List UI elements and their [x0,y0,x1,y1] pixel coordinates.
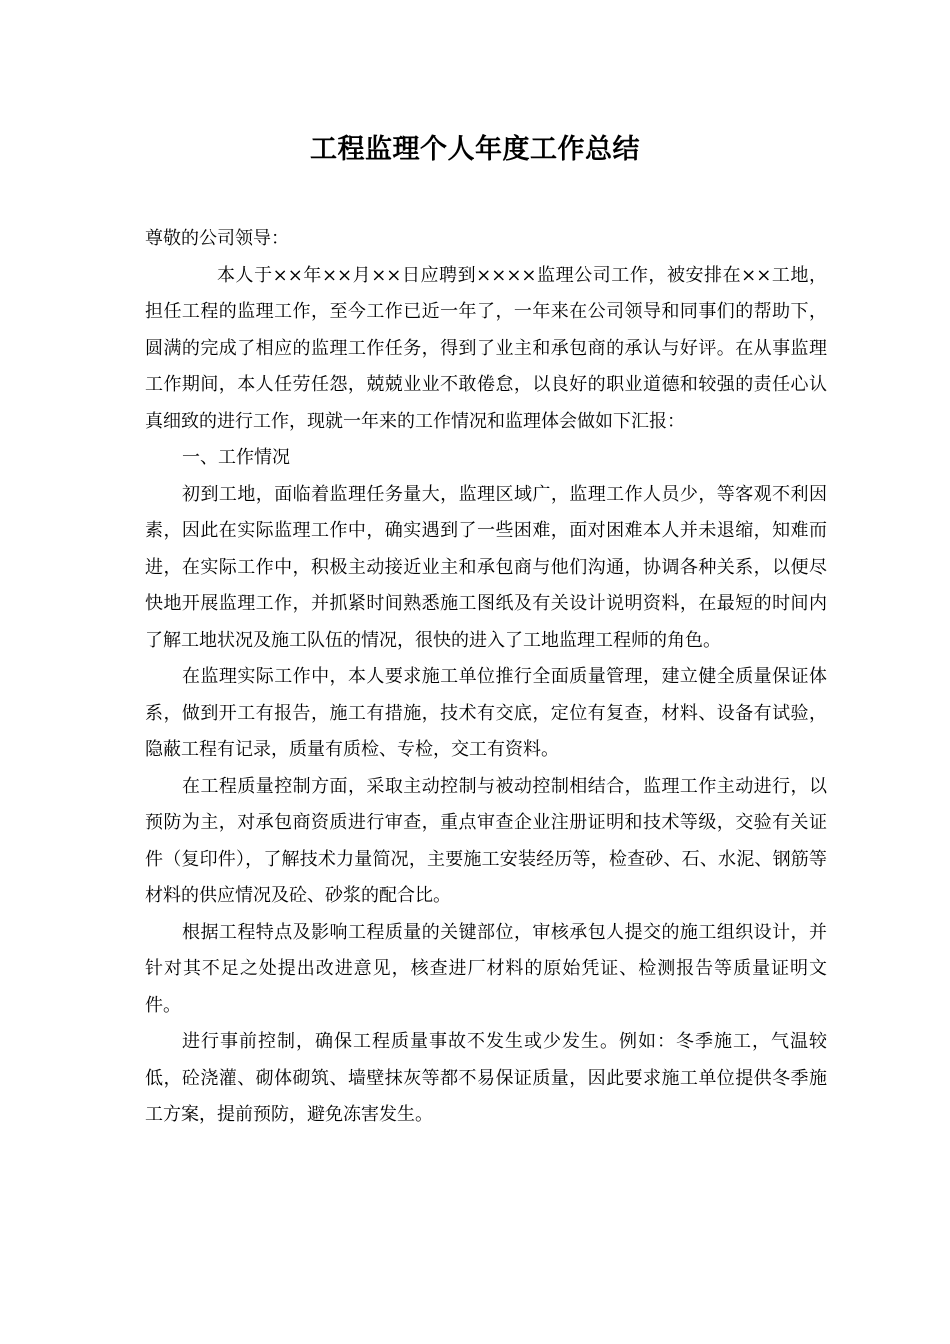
body-paragraph: 初到工地，面临着监理任务量大，监理区域广，监理工作人员少，等客观不利因素，因此在实际监理工作中，确实遇到了一些困难，面对困难本人并未退缩，知难而进，在实际工作中，积极主动接近业主和承包商与他们沟通，协调各种关系，以便尽快地开展监理工作，并抓紧时间熟悉施工图纸及有关设计说明资料，在最短的时间内了解工地状况及施工队伍的情况，很快的进入了工地监理工程师的角色。 [145,483,827,651]
body-paragraph: 在工程质量控制方面，采取主动控制与被动控制相结合，监理工作主动进行，以预防为主，对承包商资质进行审查，重点审查企业注册证明和技术等级，交验有关证件（复印件），了解技术力量简况，主要施工安装经历等，检查砂、石、水泥、钢筋等材料的供应情况及砼、砂浆的配合比。 [145,775,827,906]
section-heading: 一、工作情况 [182,447,290,468]
document-title: 工程监理个人年度工作总结 [310,134,640,165]
document-body [145,221,827,1134]
body-paragraph: 根据工程特点及影响工程质量的关键部位，审核承包人提交的施工组织设计，并针对其不足之处提出改进意见，核查进厂材料的原始凭证、检测报告等质量证明文件。 [145,921,827,1016]
intro-paragraph: 本人于××年××月××日应聘到××××监理公司工作，被安排在××工地，担任工程的监理工作，至今工作已近一年了，一年来在公司领导和同事们的帮助下，圆满的完成了相应的监理工作任务，得到了业主和承包商的承认与好评。在从事监理工作期间，本人任劳任怨，兢兢业业不敢倦怠，以良好的职业道德和较强的责任心认真细致的进行工作，现就一年来的工作情况和监理体会做如下汇报： [145,264,827,432]
body-paragraph: 在监理实际工作中，本人要求施工单位推行全面质量管理，建立健全质量保证体系，做到开工有报告，施工有措施，技术有交底，定位有复查，材料、设备有试验，隐蔽工程有记录，质量有质检、专检，交工有资料。 [145,666,827,760]
body-paragraph: 进行事前控制，确保工程质量事故不发生或少发生。例如：冬季施工，气温较低，砼浇灌、砌体砌筑、墙壁抹灰等都不易保证质量，因此要求施工单位提供冬季施工方案，提前预防，避免冻害发生。 [145,1031,827,1125]
salutation: 尊敬的公司领导： [145,228,289,249]
